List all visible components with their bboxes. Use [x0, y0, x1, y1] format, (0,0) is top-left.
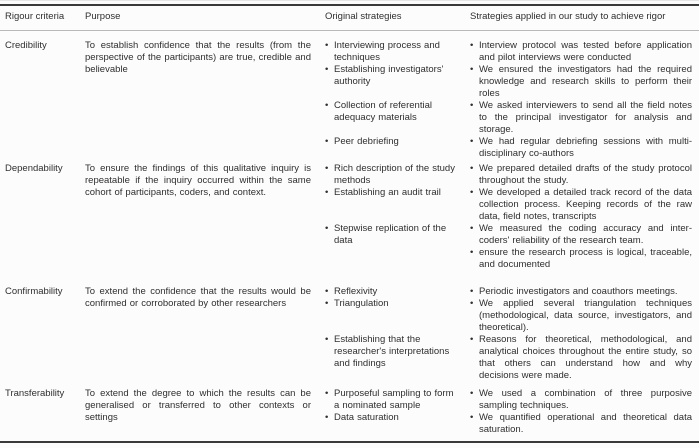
original-strategy-text: Reflexivity: [334, 286, 378, 297]
strategy-pair: [325, 100, 696, 136]
bullet-icon: •: [470, 223, 474, 234]
original-strategy-text: Purposeful sampling to form a nominated sample: [334, 388, 454, 411]
bullet-icon: •: [325, 388, 329, 399]
list-item: [325, 40, 457, 64]
applied-strategy-text: We developed a detailed track record of the data collection process. Keeping records of the raw data, field notes, transcripts: [479, 187, 692, 222]
original-strategy-text: Establishing investigators' authority: [334, 64, 444, 87]
applied-strategies-cell: [470, 286, 696, 298]
original-strategies-cell: [325, 412, 470, 424]
bullet-icon: •: [470, 388, 474, 399]
original-strategy-text: Interviewing process and techniques: [334, 40, 440, 63]
original-strategies-cell: [325, 100, 470, 124]
bullet-icon: •: [470, 298, 474, 309]
list-item: [470, 247, 692, 271]
bullet-icon: •: [325, 100, 329, 111]
original-strategies-cell: [325, 223, 470, 247]
bullet-icon: •: [325, 64, 329, 75]
purpose-cell: To extend the degree to which the results can be generalised or transferred to other contexts or settings: [85, 388, 311, 423]
original-strategies-cell: [325, 163, 470, 187]
original-strategies-cell: [325, 64, 470, 88]
bullet-icon: •: [470, 334, 474, 345]
applied-strategies-cell: [470, 163, 696, 187]
bullet-icon: •: [325, 187, 329, 198]
strategy-pair: [325, 163, 696, 187]
original-strategy-text: Stepwise replication of the data: [334, 223, 447, 246]
applied-strategies-cell: [470, 187, 696, 223]
applied-strategy-text: We had regular debriefing sessions with multi-disciplinary co-authors: [479, 136, 692, 159]
applied-strategy-text: Reasons for theoretical, methodological, and analytical choices throughout the entire study, so that others can understand how and why decisions were made.: [479, 334, 692, 381]
strategy-pair: [325, 187, 696, 223]
list-item: [470, 100, 692, 136]
bullet-icon: •: [470, 64, 474, 75]
applied-strategy-text: Interview protocol was tested before application and pilot interviews were conducted: [479, 40, 692, 63]
column-header-original-strategies: Original strategies: [325, 11, 402, 22]
table-header-row: [0, 6, 699, 31]
strategy-pair: [325, 298, 696, 334]
purpose-cell: To extend the confidence that the results would be confirmed or corroborated by other researchers: [85, 286, 311, 309]
bullet-icon: •: [470, 286, 474, 297]
strategy-pair: [325, 40, 696, 64]
original-strategy-text: Peer debriefing: [334, 136, 399, 147]
applied-strategies-cell: [470, 223, 696, 271]
strategy-pair: [325, 223, 696, 271]
list-item: [470, 223, 692, 247]
applied-strategies-cell: [470, 412, 696, 436]
list-item: [470, 40, 692, 64]
strategies-cell: [325, 40, 696, 160]
list-item: [470, 334, 692, 382]
list-item: [325, 412, 457, 424]
bullet-icon: •: [470, 247, 474, 258]
bottom-rule: [0, 441, 699, 443]
strategies-cell: [325, 286, 696, 382]
column-header-rigour-criteria: Rigour criteria: [5, 11, 65, 22]
strategy-pair: [325, 136, 696, 160]
strategy-pair: [325, 64, 696, 100]
original-strategy-text: Rich description of the study methods: [334, 163, 455, 186]
criteria-cell: Credibility: [5, 40, 47, 51]
list-item: [470, 187, 692, 223]
list-item: [325, 163, 457, 187]
applied-strategies-cell: [470, 64, 696, 100]
column-header-applied-strategies: Strategies applied in our study to achieve rigor: [470, 11, 666, 22]
applied-strategies-cell: [470, 100, 696, 136]
list-item: [325, 334, 457, 370]
original-strategies-cell: [325, 286, 470, 298]
list-item: [325, 286, 457, 298]
original-strategies-cell: [325, 187, 470, 199]
applied-strategy-text: We quantified operational and theoretical data saturation.: [479, 412, 692, 435]
original-strategy-text: Collection of referential adequacy materials: [334, 100, 432, 123]
applied-strategies-cell: [470, 334, 696, 382]
original-strategies-cell: [325, 388, 470, 412]
bullet-icon: •: [470, 187, 474, 198]
applied-strategy-text: We applied several triangulation techniques (methodological, data source, investigators, and theoretical).: [479, 298, 692, 333]
column-header-purpose: Purpose: [85, 11, 121, 22]
strategy-pair: [325, 388, 696, 412]
top-rule: [0, 4, 699, 6]
original-strategies-cell: [325, 40, 470, 64]
bullet-icon: •: [325, 298, 329, 309]
criteria-cell: Transferability: [5, 388, 65, 399]
purpose-cell: To establish confidence that the results (from the perspective of the participants) are true, credible and believable: [85, 40, 311, 75]
list-item: [325, 64, 457, 88]
strategy-pair: [325, 286, 696, 298]
list-item: [470, 136, 692, 160]
original-strategies-cell: [325, 298, 470, 310]
bullet-icon: •: [470, 412, 474, 423]
original-strategy-text: Establishing that the researcher's interpretations and findings: [334, 334, 450, 369]
list-item: [470, 388, 692, 412]
list-item: [470, 64, 692, 100]
bullet-icon: •: [325, 136, 329, 147]
applied-strategy-text: We used a combination of three purposive sampling techniques.: [479, 388, 692, 411]
original-strategy-text: Data saturation: [334, 412, 399, 423]
applied-strategy-text: We prepared detailed drafts of the study protocol throughout the study.: [479, 163, 692, 186]
table-body: [0, 31, 699, 436]
list-item: [470, 286, 692, 298]
original-strategy-text: Triangulation: [334, 298, 389, 309]
table-row: [0, 286, 699, 382]
applied-strategies-cell: [470, 136, 696, 160]
strategies-cell: [325, 388, 696, 436]
original-strategy-text: Establishing an audit trail: [334, 187, 441, 198]
list-item: [325, 187, 457, 199]
list-item: [325, 100, 457, 124]
bullet-icon: •: [470, 100, 474, 111]
table-row: [0, 163, 699, 271]
bullet-icon: •: [470, 136, 474, 147]
purpose-cell: To ensure the findings of this qualitative inquiry is repeatable if the inquiry occurred within the same cohort of participants, coders, and context.: [85, 163, 311, 198]
bullet-icon: •: [325, 286, 329, 297]
original-strategies-cell: [325, 334, 470, 370]
bullet-icon: •: [325, 412, 329, 423]
criteria-cell: Confirmability: [5, 286, 63, 297]
strategy-pair: [325, 334, 696, 382]
list-item: [470, 412, 692, 436]
list-item: [470, 163, 692, 187]
bullet-icon: •: [325, 334, 329, 345]
applied-strategies-cell: [470, 388, 696, 412]
applied-strategy-text: We measured the coding accuracy and inter-coders' reliability of the research team.: [479, 223, 692, 246]
applied-strategy-text: We ensured the investigators had the required knowledge and research skills to perform their roles: [479, 64, 692, 99]
applied-strategies-cell: [470, 298, 696, 334]
applied-strategy-text: Periodic investigators and coauthors meetings.: [479, 286, 678, 297]
list-item: [325, 388, 457, 412]
applied-strategy-text: ensure the research process is logical, traceable, and documented: [479, 247, 692, 270]
strategy-pair: [325, 412, 696, 436]
bullet-icon: •: [470, 163, 474, 174]
criteria-cell: Dependability: [5, 163, 63, 174]
list-item: [325, 136, 457, 148]
original-strategies-cell: [325, 136, 470, 148]
bullet-icon: •: [325, 223, 329, 234]
list-item: [470, 298, 692, 334]
list-item: [325, 298, 457, 310]
list-item: [325, 223, 457, 247]
bullet-icon: •: [325, 40, 329, 51]
table-row: [0, 40, 699, 160]
applied-strategies-cell: [470, 40, 696, 64]
table-row: [0, 388, 699, 436]
bullet-icon: •: [325, 163, 329, 174]
bullet-icon: •: [470, 40, 474, 51]
strategies-cell: [325, 163, 696, 271]
applied-strategy-text: We asked interviewers to send all the field notes to the principal investigator for analysis and storage.: [479, 100, 692, 135]
